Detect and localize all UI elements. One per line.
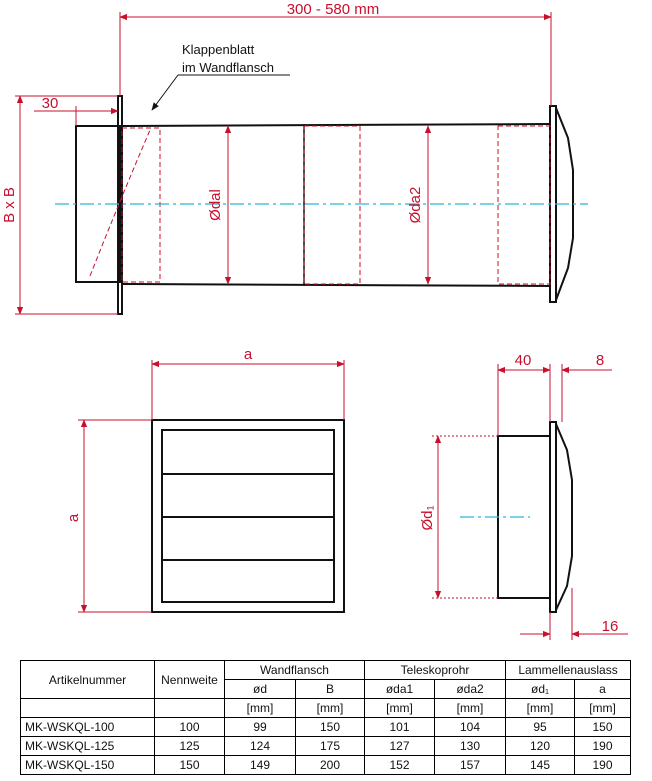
value-cell: 190 xyxy=(575,737,631,756)
subheader-cell: a xyxy=(575,680,631,699)
side-view-hidden-lines xyxy=(90,126,550,284)
note-leader xyxy=(152,75,178,110)
value-cell: 157 xyxy=(435,756,506,775)
dia2-label: Øda2 xyxy=(407,186,424,224)
dimension-width-a xyxy=(152,360,344,420)
table-header-row xyxy=(21,661,631,680)
outlet-louvre-side xyxy=(556,424,572,610)
table-row xyxy=(21,737,631,756)
unit-cell: [mm] xyxy=(365,699,435,718)
nominal-cell: 125 xyxy=(155,737,225,756)
article-cell: MK-WSKQL-150 xyxy=(21,756,155,775)
height-a-label: a xyxy=(65,513,82,523)
value-cell: 120 xyxy=(506,737,575,756)
value-cell: 95 xyxy=(506,718,575,737)
tube-bottom-edge xyxy=(122,284,550,286)
subheader-cell: ød₁ xyxy=(506,680,575,699)
value-cell: 127 xyxy=(365,737,435,756)
spec-table xyxy=(20,660,631,775)
front-view xyxy=(152,420,344,612)
nominal-cell: 100 xyxy=(155,718,225,737)
value-cell: 190 xyxy=(575,756,631,775)
subheader-cell: øda1 xyxy=(365,680,435,699)
article-cell: MK-WSKQL-125 xyxy=(21,737,155,756)
header-group-louvre-outlet: Lammellenauslass xyxy=(506,661,631,680)
value-cell: 124 xyxy=(225,737,296,756)
dimension-length xyxy=(120,12,551,106)
depth-label: 40 xyxy=(514,352,532,369)
thickness-label: 8 xyxy=(595,352,605,369)
table-unit-row xyxy=(21,699,631,718)
outlet-side-view xyxy=(498,422,572,612)
unit-cell: [mm] xyxy=(506,699,575,718)
unit-cell: [mm] xyxy=(296,699,365,718)
note-line1: Klappenblatt xyxy=(182,42,255,57)
table-row xyxy=(21,718,631,737)
width-a-label: a xyxy=(243,346,253,363)
nominal-cell: 150 xyxy=(155,756,225,775)
value-cell: 145 xyxy=(506,756,575,775)
subheader-cell: øda2 xyxy=(435,680,506,699)
value-cell: 104 xyxy=(435,718,506,737)
note-line2: im Wandflansch xyxy=(182,60,274,75)
empty-cell xyxy=(155,699,225,718)
d1-label: Ød₁ xyxy=(419,505,436,531)
value-cell: 150 xyxy=(575,718,631,737)
subheader-cell: B xyxy=(296,680,365,699)
value-cell: 130 xyxy=(435,737,506,756)
dia1-label: Ødal xyxy=(207,189,224,221)
article-cell: MK-WSKQL-100 xyxy=(21,718,155,737)
value-cell: 99 xyxy=(225,718,296,737)
lip-label: 16 xyxy=(601,618,619,635)
value-cell: 152 xyxy=(365,756,435,775)
header-group-wall-flange: Wandflansch xyxy=(225,661,365,680)
header-group-telescopic-pipe: Teleskoprohr xyxy=(365,661,506,680)
subheader-cell: ød xyxy=(225,680,296,699)
empty-cell xyxy=(21,699,155,718)
value-cell: 200 xyxy=(296,756,365,775)
header-article: Artikelnummer xyxy=(21,661,155,699)
unit-cell: [mm] xyxy=(435,699,506,718)
value-cell: 150 xyxy=(296,718,365,737)
value-cell: 149 xyxy=(225,756,296,775)
length-label: 300 - 580 mm xyxy=(286,1,380,18)
unit-cell: [mm] xyxy=(575,699,631,718)
unit-cell: [mm] xyxy=(225,699,296,718)
header-nominal: Nennweite xyxy=(155,661,225,699)
value-cell: 101 xyxy=(365,718,435,737)
offset-label: 30 xyxy=(41,95,59,112)
table-row xyxy=(21,756,631,775)
value-cell: 175 xyxy=(296,737,365,756)
height-label: B x B xyxy=(1,187,18,223)
dimension-height-a xyxy=(78,420,152,612)
